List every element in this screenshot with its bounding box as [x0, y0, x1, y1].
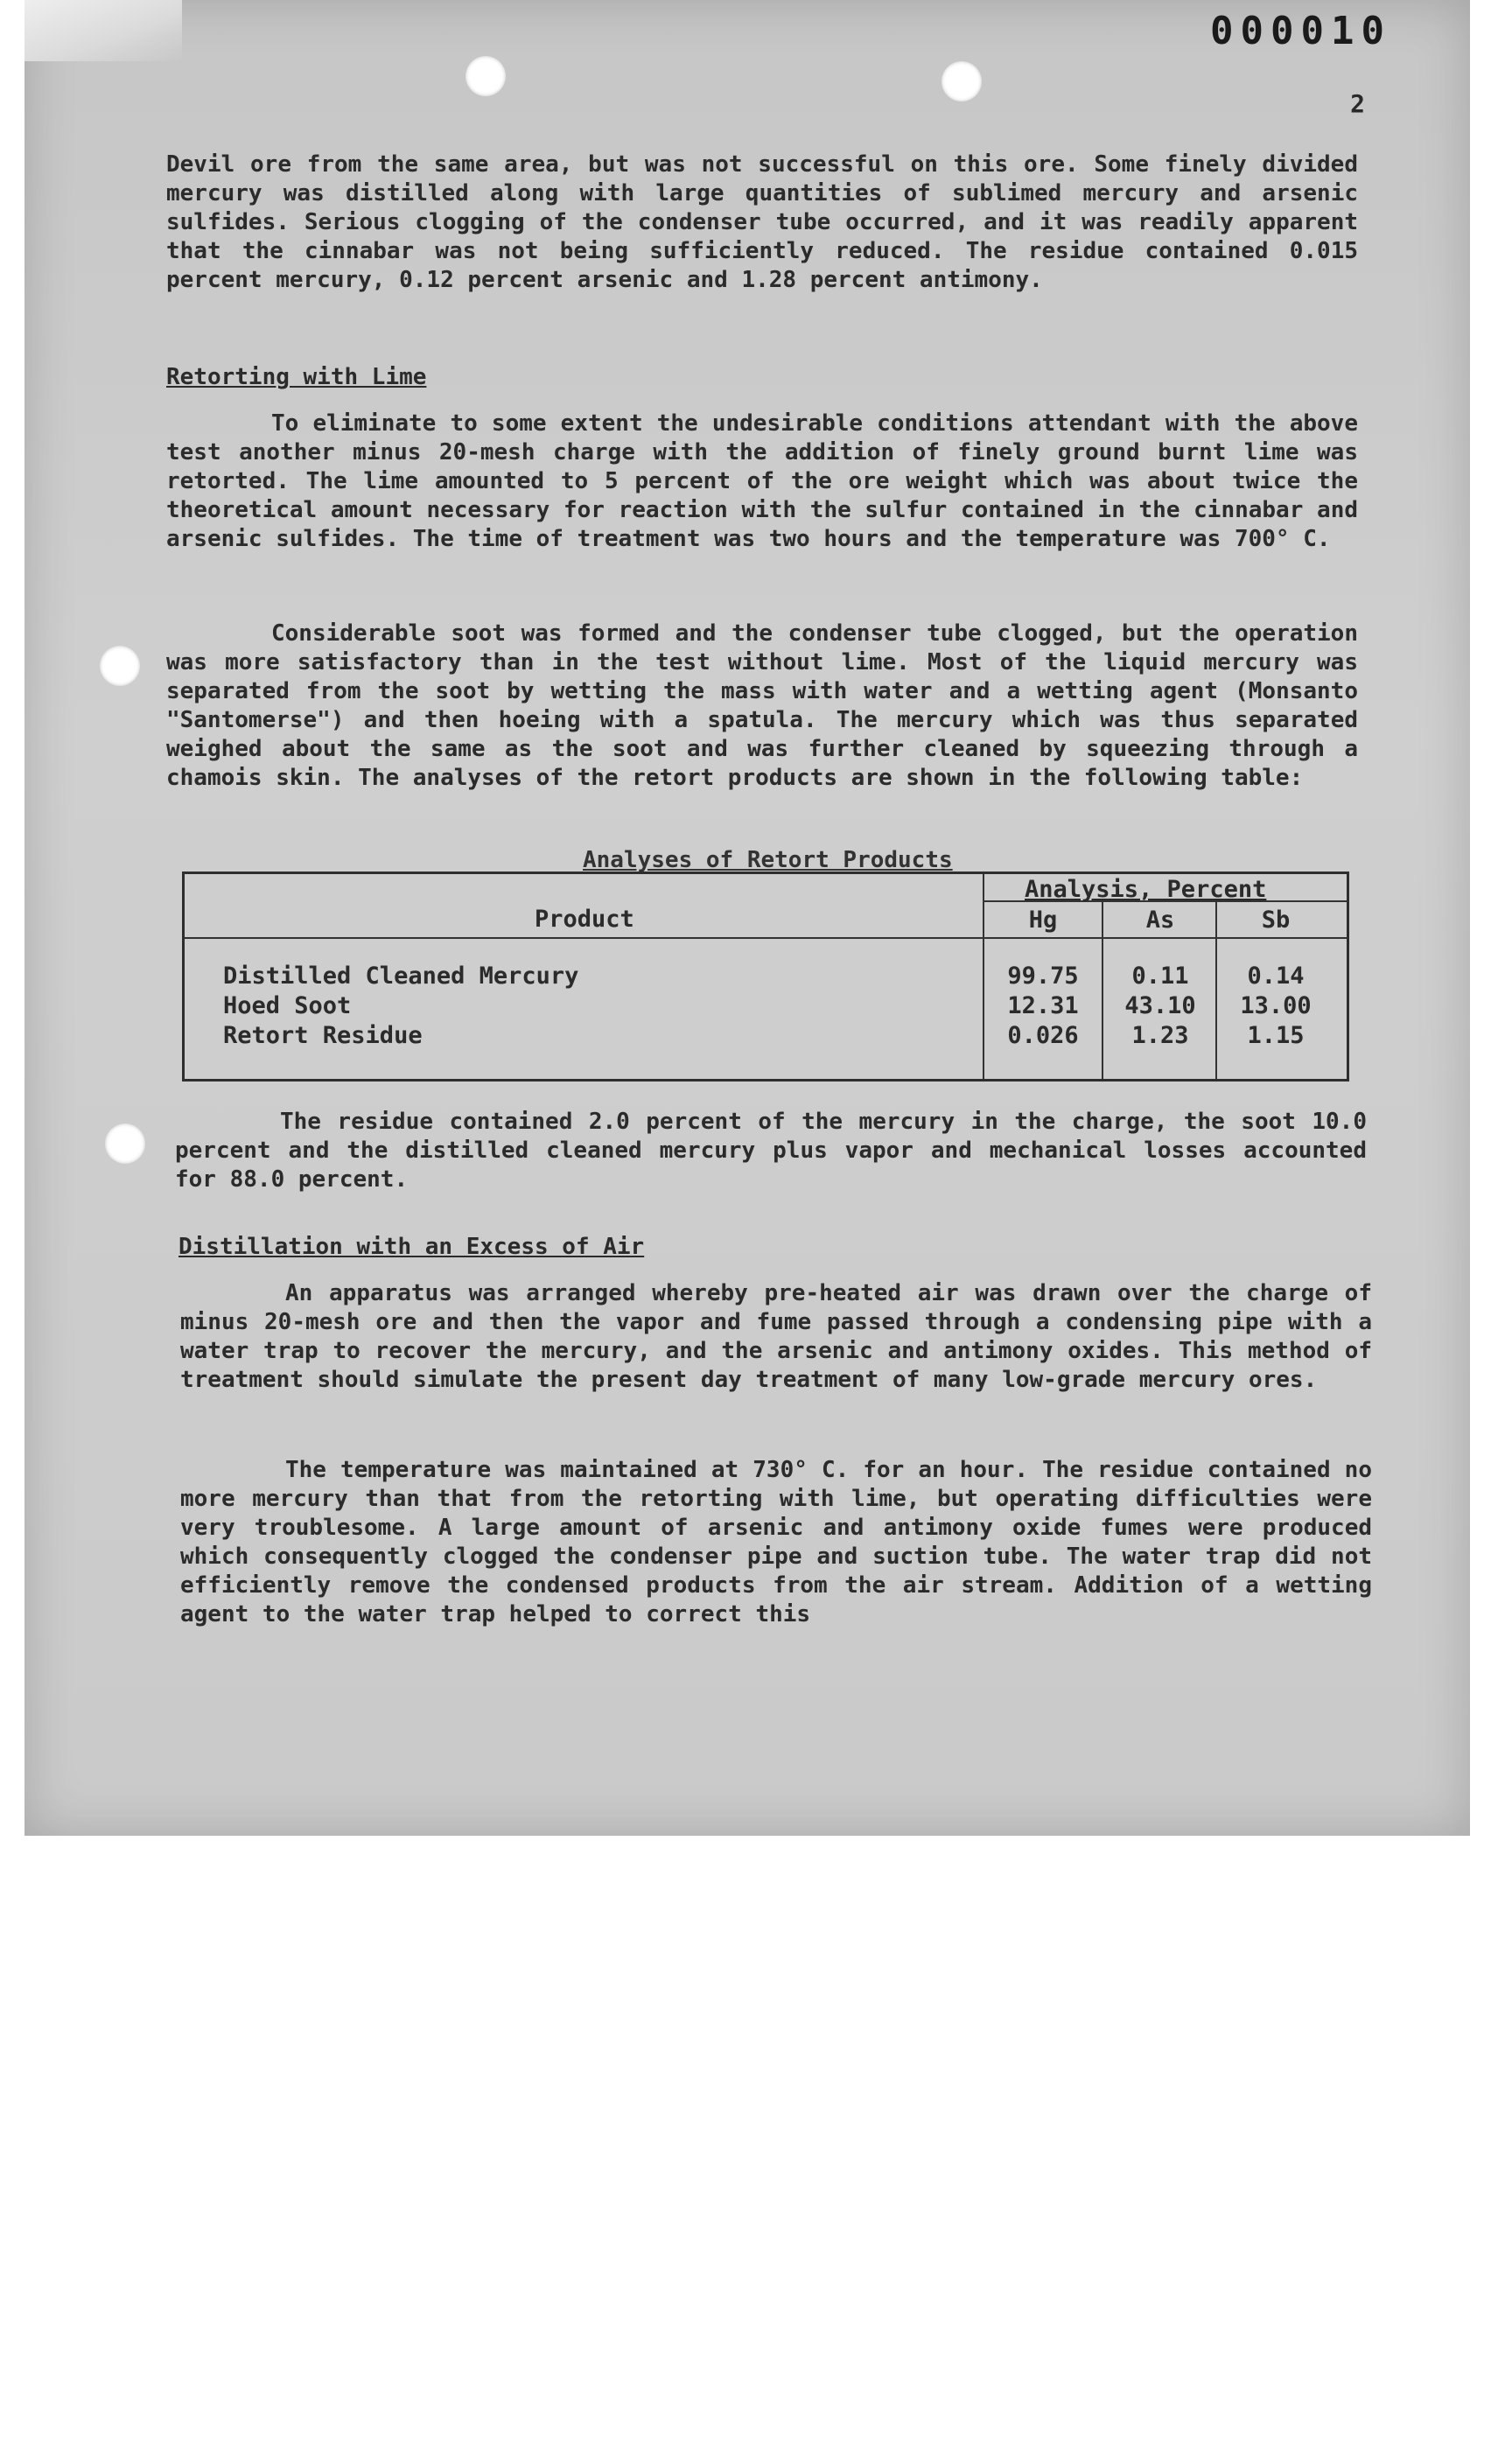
table-cell-sb: 13.00	[1240, 992, 1312, 1019]
table-cell-hg: 0.026	[1007, 1022, 1079, 1049]
table-header-sb: Sb	[1261, 906, 1291, 934]
punch-hole-lower	[105, 1124, 145, 1164]
table-title: Analyses of Retort Products	[583, 847, 953, 873]
document-number: 000010	[1210, 9, 1391, 53]
page-number: 2	[1350, 89, 1365, 118]
analyses-table	[182, 872, 1349, 1082]
table-row-product: Distilled Cleaned Mercury	[223, 962, 579, 990]
table-divider-product	[983, 874, 984, 1079]
table-cell-hg: 99.75	[1007, 962, 1079, 990]
heading-retorting-with-lime: Retorting with Lime	[166, 364, 427, 390]
heading-distillation-excess-air: Distillation with an Excess of Air	[178, 1234, 645, 1260]
table-cell-sb: 0.14	[1247, 962, 1305, 990]
punch-hole-top-left	[466, 56, 506, 96]
table-header-analysis: Analysis, Percent	[1025, 876, 1267, 903]
table-header-product: Product	[535, 906, 634, 933]
table-cell-as: 43.10	[1124, 992, 1196, 1019]
table-cell-hg: 12.31	[1007, 992, 1079, 1019]
paragraph-soot: Considerable soot was formed and the condenser tube clogged, but the operation was more satisfactory than in the test without lime. Most of the liquid mercury was separated from the soot by wetting the mass with water and a wetting agent (Monsanto "Santomerse") and then hoeing with a spatula. The mercury which was thus separated weighed about the same as the soot and was further cleaned by squeezing through a chamois skin. The analyses of the retort products are shown in the following table:	[166, 620, 1358, 791]
table-cell-sb: 1.15	[1247, 1022, 1305, 1049]
table-cell-as: 0.11	[1131, 962, 1189, 990]
paragraph-temperature: The temperature was maintained at 730° C. for an hour. The residue contained no more mercury than that from the retorting with lime, but operating difficulties were very troublesome. A large amount of arsenic and antimony oxide fumes were produced which consequently clogged the condenser pipe and suction tube. The water trap did not efficiently remove the condensed products from the air stream. Addition of a wetting agent to the water trap helped to correct this	[180, 1457, 1372, 1628]
punch-hole-middle	[100, 646, 140, 686]
table-header-hg: Hg	[1028, 906, 1058, 934]
punch-hole-top-right	[942, 61, 982, 102]
table-row-product: Hoed Soot	[223, 992, 352, 1019]
paragraph-retorting-lime: To eliminate to some extent the undesirable conditions attendant with the above test another minus 20-mesh charge with the addition of finely ground burnt lime was retorted. The lime amounted to 5 percent of the ore weight which was about twice the theoretical amount necessary for reaction with the sulfur contained in the cinnabar and arsenic sulfides. The time of treatment was two hours and the temperature was 700° C.	[166, 410, 1358, 552]
paragraph-continuation: Devil ore from the same area, but was not successful on this ore. Some finely divided mercury was distilled along with large quantities of sublimed mercury and arsenic sulfides. Serious clogging of the condenser tube occurred, and it was readily apparent that the cinnabar was not being sufficiently reduced. The residue contained 0.015 percent mercury, 0.12 percent arsenic and 1.28 percent antimony.	[166, 151, 1358, 293]
table-header-as: As	[1145, 906, 1175, 934]
table-row-product: Retort Residue	[223, 1022, 423, 1049]
paragraph-residue: The residue contained 2.0 percent of the mercury in the charge, the soot 10.0 percent and the distilled cleaned mercury plus vapor and mechanical losses accounted for 88.0 percent.	[175, 1109, 1367, 1193]
table-cell-as: 1.23	[1131, 1022, 1189, 1049]
paragraph-apparatus: An apparatus was arranged whereby pre-heated air was drawn over the charge of minus 20-mesh ore and then the vapor and fume passed through a condensing pipe with a water trap to recover the mercury, and the arsenic and antimony oxides. This method of treatment should simulate the present day treatment of many low-grade mercury ores.	[180, 1280, 1372, 1393]
torn-corner	[24, 0, 182, 61]
table-header-rule	[185, 937, 1347, 939]
